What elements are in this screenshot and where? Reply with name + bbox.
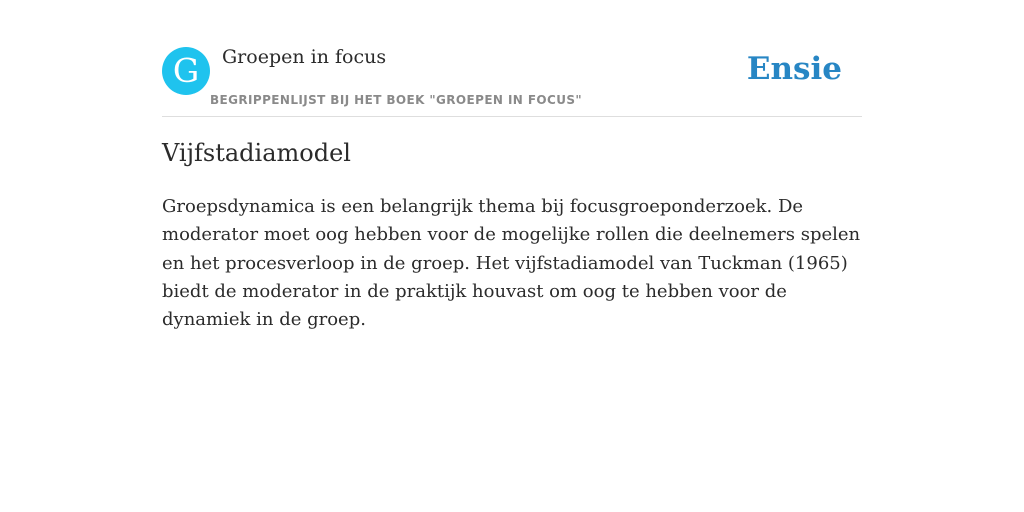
ensie-brand-logo[interactable]: Ensie <box>746 51 842 87</box>
entry-body: Groepsdynamica is een belangrijk thema bij focusgroeponderzoek. De moderator moet oog hebben voor de mogelijke rollen die deelnemers spelen en het procesverloop in de groep. Het vijfstadiamodel van Tuckman (1965) biedt de moderator in de praktijk houvast om oog te hebben voor de dynamiek in de groep. <box>162 196 861 331</box>
entry-title: Vijfstadiamodel <box>162 139 351 167</box>
site-subtitle: BEGRIPPENLIJST BIJ HET BOEK "GROEPEN IN FOCUS" <box>210 93 583 107</box>
site-logo[interactable]: G <box>162 47 210 95</box>
site-title[interactable]: Groepen in focus <box>222 46 387 68</box>
header <box>162 46 862 117</box>
